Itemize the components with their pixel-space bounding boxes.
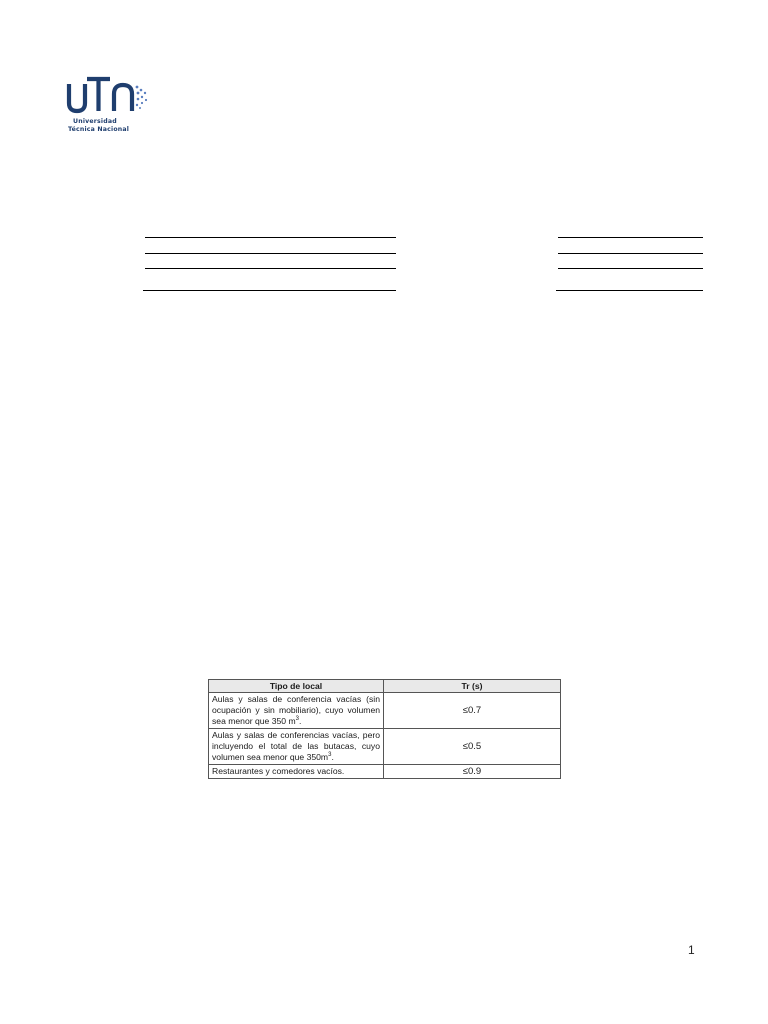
page-number: 1 [688, 943, 695, 957]
form-line [558, 268, 703, 269]
table-cell-tr: ≤0.5 [384, 729, 561, 765]
logo-text-universidad: Universidad [73, 118, 117, 125]
table-header-row [209, 680, 561, 693]
table-cell-tr: ≤0.9 [384, 765, 561, 779]
form-line [558, 237, 703, 238]
form-line [145, 237, 396, 238]
table-row [209, 765, 561, 779]
column-header-tr: Tr (s) [384, 680, 561, 693]
logo-text-tecnica-nacional: Técnica Nacional [68, 126, 130, 133]
table-cell-tr: ≤0.7 [384, 693, 561, 729]
table-row [209, 693, 561, 729]
reverberation-time-table [208, 679, 560, 779]
utn-logo-mark-icon [66, 76, 150, 114]
form-line [143, 290, 396, 291]
table-cell-type: Restaurantes y comedores vacíos. [209, 765, 384, 779]
table-row [209, 729, 561, 765]
column-header-tipo-de-local: Tipo de local [209, 680, 384, 693]
table-cell-type: Aulas y salas de conferencia vacías (sin ocupación y sin mobiliario), cuyo volumen sea menor que 350 $m^3$. [209, 693, 384, 729]
data-table [208, 679, 561, 779]
table-cell-type: Aulas y salas de conferencias vacías, pero incluyendo el total de las butacas, cuyo volumen sea menor que $350m^3$. [209, 729, 384, 765]
form-line [145, 268, 396, 269]
university-logo [66, 76, 162, 138]
form-line [558, 253, 703, 254]
form-line [145, 253, 396, 254]
form-line [556, 290, 703, 291]
